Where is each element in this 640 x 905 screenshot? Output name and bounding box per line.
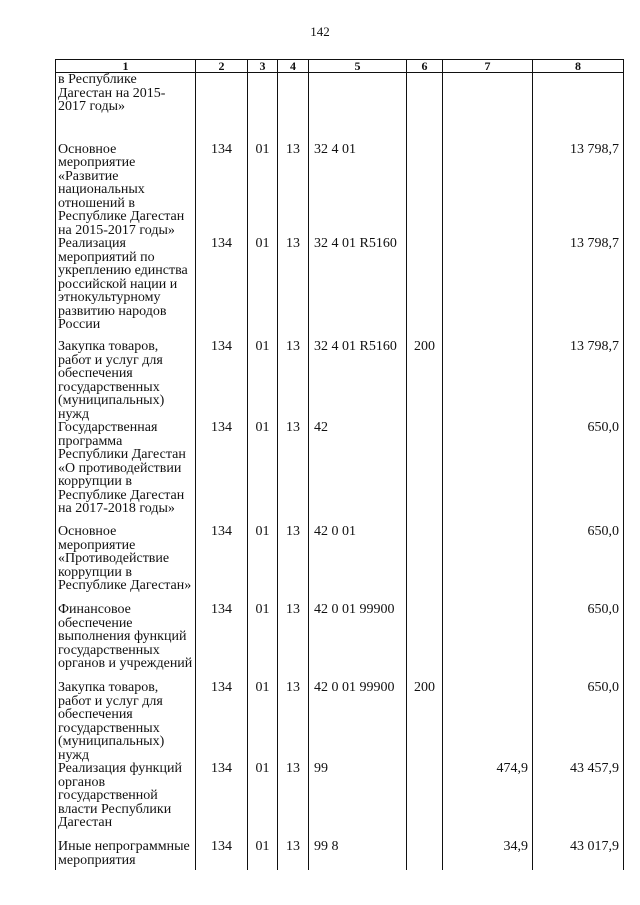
column-header-5: 5 (309, 60, 407, 73)
column-header-7: 7 (443, 60, 533, 73)
cell-section: 01 (248, 762, 278, 840)
column-header-4: 4 (278, 60, 309, 73)
cell-target-article: 42 0 01 (309, 525, 407, 603)
budget-table (55, 59, 624, 870)
cell-admin-code: 134 (196, 762, 248, 840)
table-row (56, 73, 624, 143)
table-body (56, 73, 624, 871)
cell-subsection: 13 (278, 421, 309, 525)
cell-col8-amount (533, 73, 624, 143)
cell-col7-amount (443, 73, 533, 143)
row-name: Государственная программа Республики Дагестан «О противодействии коррупции в Республике Дагестан на 2017-2018 годы» (56, 421, 196, 525)
column-header-6: 6 (407, 60, 443, 73)
table-row (56, 340, 624, 421)
cell-expense-type (407, 421, 443, 525)
cell-target-article (309, 73, 407, 143)
header-row (56, 60, 624, 73)
cell-admin-code: 134 (196, 340, 248, 421)
cell-col7-amount (443, 143, 533, 238)
cell-col8-amount: 650,0 (533, 681, 624, 762)
cell-section: 01 (248, 603, 278, 681)
row-name: Реализация функций органов государственной власти Республики Дагестан (56, 762, 196, 840)
table-row (56, 421, 624, 525)
cell-expense-type (407, 603, 443, 681)
cell-admin-code: 134 (196, 421, 248, 525)
cell-col8-amount: 650,0 (533, 603, 624, 681)
cell-target-article: 32 4 01 R5160 (309, 237, 407, 340)
cell-section (248, 73, 278, 143)
row-name: Основное мероприятие «Развитие национальных отношений в Республике Дагестан на 2015-2017 годы» (56, 143, 196, 238)
cell-section: 01 (248, 840, 278, 870)
cell-expense-type (407, 237, 443, 340)
row-name: Закупка товаров, работ и услуг для обеспечения государственных (муниципальных) нужд (56, 681, 196, 762)
cell-col7-amount (443, 681, 533, 762)
cell-section: 01 (248, 237, 278, 340)
cell-target-article: 99 8 (309, 840, 407, 870)
cell-expense-type: 200 (407, 340, 443, 421)
cell-col7-amount (443, 525, 533, 603)
cell-section: 01 (248, 525, 278, 603)
cell-col8-amount: 13 798,7 (533, 340, 624, 421)
table-row (56, 603, 624, 681)
cell-col8-amount: 43 017,9 (533, 840, 624, 870)
cell-target-article: 42 0 01 99900 (309, 681, 407, 762)
cell-col8-amount: 650,0 (533, 525, 624, 603)
cell-expense-type (407, 73, 443, 143)
cell-expense-type (407, 143, 443, 238)
column-header-1: 1 (56, 60, 196, 73)
row-name: Финансовое обеспечение выполнения функций государственных органов и учреждений (56, 603, 196, 681)
cell-subsection (278, 73, 309, 143)
cell-target-article: 42 (309, 421, 407, 525)
table-row (56, 681, 624, 762)
cell-col7-amount: 34,9 (443, 840, 533, 870)
cell-col7-amount (443, 421, 533, 525)
row-name: Основное мероприятие «Противодействие коррупции в Республике Дагестан» (56, 525, 196, 603)
cell-expense-type (407, 525, 443, 603)
cell-subsection: 13 (278, 340, 309, 421)
cell-admin-code: 134 (196, 681, 248, 762)
cell-subsection: 13 (278, 681, 309, 762)
cell-admin-code: 134 (196, 525, 248, 603)
table-header (56, 60, 624, 73)
cell-target-article: 99 (309, 762, 407, 840)
cell-col8-amount: 13 798,7 (533, 237, 624, 340)
cell-target-article: 42 0 01 99900 (309, 603, 407, 681)
cell-admin-code: 134 (196, 237, 248, 340)
cell-col7-amount (443, 237, 533, 340)
cell-section: 01 (248, 421, 278, 525)
table-row (56, 762, 624, 840)
table-row (56, 840, 624, 870)
cell-expense-type: 200 (407, 681, 443, 762)
cell-section: 01 (248, 143, 278, 238)
column-header-8: 8 (533, 60, 624, 73)
row-name: Закупка товаров, работ и услуг для обеспечения государственных (муниципальных) нужд (56, 340, 196, 421)
cell-col7-amount (443, 340, 533, 421)
cell-col7-amount: 474,9 (443, 762, 533, 840)
cell-subsection: 13 (278, 525, 309, 603)
table-row (56, 143, 624, 238)
table-row (56, 237, 624, 340)
cell-subsection: 13 (278, 840, 309, 870)
row-name: в Республике Дагестан на 2015-2017 годы» (56, 73, 196, 143)
column-header-2: 2 (196, 60, 248, 73)
cell-col7-amount (443, 603, 533, 681)
page-number: 142 (310, 24, 330, 39)
cell-admin-code (196, 73, 248, 143)
row-name: Иные непрограммные мероприятия (56, 840, 196, 870)
table-row (56, 525, 624, 603)
cell-admin-code: 134 (196, 143, 248, 238)
column-header-3: 3 (248, 60, 278, 73)
cell-target-article: 32 4 01 R5160 (309, 340, 407, 421)
cell-target-article: 32 4 01 (309, 143, 407, 238)
cell-subsection: 13 (278, 603, 309, 681)
cell-section: 01 (248, 340, 278, 421)
cell-subsection: 13 (278, 237, 309, 340)
cell-expense-type (407, 840, 443, 870)
cell-subsection: 13 (278, 762, 309, 840)
cell-admin-code: 134 (196, 840, 248, 870)
cell-section: 01 (248, 681, 278, 762)
cell-subsection: 13 (278, 143, 309, 238)
cell-admin-code: 134 (196, 603, 248, 681)
cell-col8-amount: 13 798,7 (533, 143, 624, 238)
cell-col8-amount: 43 457,9 (533, 762, 624, 840)
cell-col8-amount: 650,0 (533, 421, 624, 525)
row-name: Реализация мероприятий по укреплению единства российской нации и этнокультурному развитию народов России (56, 237, 196, 340)
cell-expense-type (407, 762, 443, 840)
